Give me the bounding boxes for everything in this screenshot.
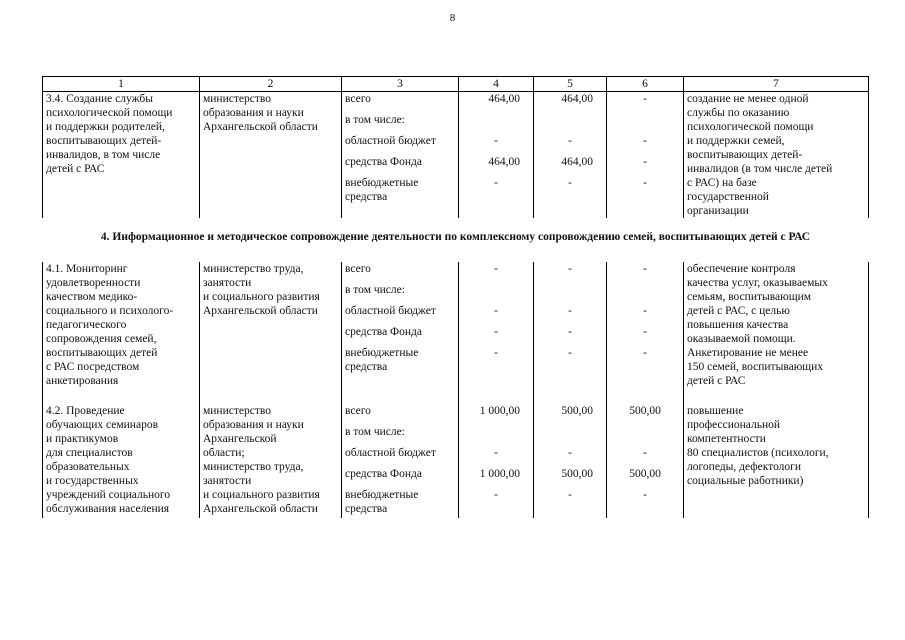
program-table	[42, 76, 869, 518]
activity-name-line: качеством медико-	[46, 291, 138, 303]
executor-cell	[200, 92, 342, 219]
funding-value: -	[568, 326, 572, 338]
activity-name-line: обучающих семинаров	[46, 419, 158, 431]
activity-name-line: инвалидов, в том числе	[46, 149, 161, 161]
header-col-6: 6	[607, 77, 684, 92]
activity-name-cell	[43, 404, 200, 518]
funding-value: -	[643, 347, 647, 359]
funding-value: -	[643, 156, 647, 168]
funding-source-label: внебюджетные средства	[345, 347, 419, 373]
result-line: детей с РАС	[687, 375, 746, 387]
spacer-cell	[607, 388, 684, 404]
funding-source-label: внебюджетные средства	[345, 177, 419, 203]
value-col5-cell	[534, 404, 607, 518]
funding-value: 500,00	[629, 468, 661, 480]
funding-value: -	[494, 326, 498, 338]
source-cell	[342, 404, 459, 518]
activity-name-line: 4.2. Проведение	[46, 405, 125, 417]
activity-name-line: педагогического	[46, 319, 127, 331]
funding-value: -	[643, 135, 647, 147]
funding-value	[537, 113, 603, 134]
result-line: психологической помощи	[687, 121, 814, 133]
result-line: повышения качества	[687, 319, 789, 331]
funding-source-label: всего	[345, 263, 371, 275]
activity-name-line: психологической помощи	[46, 107, 173, 119]
funding-value	[462, 283, 530, 304]
result-line: государственной	[687, 191, 769, 203]
result-line: повышение	[687, 405, 744, 417]
result-line: логопеды, дефектологи	[687, 461, 802, 473]
activity-name-line: воспитывающих детей-	[46, 135, 162, 147]
executor-line: Архангельской области	[203, 503, 318, 515]
executor-line: Архангельской области	[203, 121, 318, 133]
activity-name-line: детей с РАС	[46, 163, 105, 175]
executor-line: и социального развития	[203, 489, 320, 501]
result-line: службы по оказанию	[687, 107, 790, 119]
funding-value	[462, 425, 530, 446]
funding-value: 500,00	[629, 405, 661, 417]
activity-row	[43, 404, 869, 518]
funding-value: -	[494, 489, 498, 501]
executor-line: министерство	[203, 405, 271, 417]
funding-source-label: областной бюджет	[345, 305, 436, 317]
funding-value: -	[568, 263, 572, 275]
funding-value: -	[568, 135, 572, 147]
funding-value	[537, 283, 603, 304]
executor-line: Архангельской области	[203, 305, 318, 317]
value-col6-cell	[607, 262, 684, 388]
header-col-7: 7	[684, 77, 869, 92]
spacer-cell	[342, 388, 459, 404]
value-col6-cell	[607, 92, 684, 219]
funding-value: 1 000,00	[479, 468, 520, 480]
spacer-cell	[534, 388, 607, 404]
funding-value: -	[643, 447, 647, 459]
result-cell	[684, 92, 869, 219]
funding-value: -	[568, 177, 572, 189]
section-title: 4. Информационное и методическое сопровождение деятельности по комплексному сопровождению семей, воспитывающих детей с РАС	[100, 231, 811, 243]
funding-value: -	[643, 263, 647, 275]
section-row	[43, 218, 869, 262]
funding-value: -	[643, 326, 647, 338]
page-number: 8	[449, 12, 456, 24]
funding-value: 464,00	[488, 93, 520, 105]
spacer-cell	[459, 388, 534, 404]
funding-source-label: средства Фонда	[345, 468, 422, 480]
activity-name-line: учреждений социального	[46, 489, 171, 501]
result-line: обеспечение контроля	[687, 263, 796, 275]
header-col-4: 4	[459, 77, 534, 92]
spacer-cell	[684, 388, 869, 404]
funding-value: -	[494, 135, 498, 147]
funding-value: 464,00	[488, 156, 520, 168]
result-line: 80 специалистов (психологи,	[687, 447, 829, 459]
result-line: оказываемой помощи.	[687, 333, 796, 345]
result-line: воспитывающих детей-	[687, 149, 803, 161]
result-cell	[684, 262, 869, 388]
spacer-row	[43, 388, 869, 404]
funding-value	[610, 425, 680, 446]
executor-line: Архангельской	[203, 433, 277, 445]
activity-name-line: 3.4. Создание службы	[46, 93, 153, 105]
source-cell	[342, 92, 459, 219]
result-line: детей с РАС, с целью	[687, 305, 790, 317]
executor-line: области;	[203, 447, 245, 459]
funding-value	[462, 113, 530, 134]
value-col6-cell	[607, 404, 684, 518]
executor-cell	[200, 404, 342, 518]
activity-name-line: обслуживания населения	[46, 503, 170, 515]
result-line: инвалидов (в том числе детей	[687, 163, 833, 175]
executor-line: занятости	[203, 277, 252, 289]
funding-value: -	[494, 347, 498, 359]
header-row	[43, 77, 869, 92]
executor-cell	[200, 262, 342, 388]
activity-name-line: воспитывающих детей	[46, 347, 158, 359]
funding-source-label: средства Фонда	[345, 156, 422, 168]
executor-line: министерство труда,	[203, 263, 304, 275]
result-line: организации	[687, 205, 749, 217]
executor-line: министерство	[203, 93, 271, 105]
funding-value: -	[643, 93, 647, 105]
activity-name-line: сопровождения семей,	[46, 333, 157, 345]
value-col5-cell	[534, 92, 607, 219]
value-col4-cell	[459, 262, 534, 388]
funding-source-label: средства Фонда	[345, 326, 422, 338]
funding-value: 464,00	[561, 93, 593, 105]
executor-line: и социального развития	[203, 291, 320, 303]
funding-value: 464,00	[561, 156, 593, 168]
value-col4-cell	[459, 92, 534, 219]
funding-value	[610, 113, 680, 134]
source-cell	[342, 262, 459, 388]
funding-source-label: областной бюджет	[345, 447, 436, 459]
funding-value: -	[643, 177, 647, 189]
funding-value: 500,00	[561, 468, 593, 480]
funding-value: -	[643, 489, 647, 501]
funding-value: -	[494, 177, 498, 189]
activity-name-line: с РАС посредством	[46, 361, 140, 373]
funding-source-label: внебюджетные средства	[345, 489, 419, 515]
result-line: социальные работники)	[687, 475, 804, 487]
funding-value: -	[568, 347, 572, 359]
activity-name-cell	[43, 92, 200, 219]
value-col5-cell	[534, 262, 607, 388]
activity-name-line: анкетирования	[46, 375, 119, 387]
result-line: профессиональной	[687, 419, 781, 431]
result-line: компетентности	[687, 433, 766, 445]
result-line: создание не менее одной	[687, 93, 809, 105]
activity-name-line: и практикумов	[46, 433, 119, 445]
funding-source-label: всего	[345, 93, 371, 105]
executor-line: министерство труда,	[203, 461, 304, 473]
activity-name-line: 4.1. Мониторинг	[46, 263, 128, 275]
funding-value: -	[568, 489, 572, 501]
funding-value	[537, 425, 603, 446]
activity-name-line: социального и психолого-	[46, 305, 174, 317]
header-col-1: 1	[43, 77, 200, 92]
result-line: Анкетирование не менее	[687, 347, 809, 359]
result-line: 150 семей, воспитывающих	[687, 361, 824, 373]
funding-value: -	[568, 305, 572, 317]
funding-value: -	[494, 263, 498, 275]
activity-row	[43, 262, 869, 388]
result-line: качества услуг, оказываемых	[687, 277, 828, 289]
result-line: и поддержки семей,	[687, 135, 785, 147]
activity-name-line: и поддержки родителей,	[46, 121, 165, 133]
activity-name-line: образовательных	[46, 461, 130, 473]
executor-line: образования и науки	[203, 419, 304, 431]
activity-row	[43, 92, 869, 219]
activity-name-line: для специалистов	[46, 447, 133, 459]
result-line: с РАС) на базе	[687, 177, 757, 189]
executor-line: образования и науки	[203, 107, 304, 119]
funding-source-label: областной бюджет	[345, 135, 436, 147]
funding-value: -	[643, 305, 647, 317]
funding-value: -	[494, 447, 498, 459]
header-col-3: 3	[342, 77, 459, 92]
activity-name-line: и государственных	[46, 475, 139, 487]
funding-source-label: в том числе:	[345, 284, 405, 296]
result-line: семьям, воспитывающим	[687, 291, 812, 303]
activity-name-line: удовлетворенности	[46, 277, 141, 289]
header-col-5: 5	[534, 77, 607, 92]
spacer-cell	[200, 388, 342, 404]
funding-value	[610, 283, 680, 304]
funding-value: 1 000,00	[479, 405, 520, 417]
header-col-2: 2	[200, 77, 342, 92]
funding-source-label: в том числе:	[345, 426, 405, 438]
funding-source-label: в том числе:	[345, 114, 405, 126]
funding-value: 500,00	[561, 405, 593, 417]
funding-value: -	[494, 305, 498, 317]
spacer-cell	[43, 388, 200, 404]
activity-name-cell	[43, 262, 200, 388]
result-cell	[684, 404, 869, 518]
value-col4-cell	[459, 404, 534, 518]
executor-line: занятости	[203, 475, 252, 487]
funding-value: -	[568, 447, 572, 459]
funding-source-label: всего	[345, 405, 371, 417]
